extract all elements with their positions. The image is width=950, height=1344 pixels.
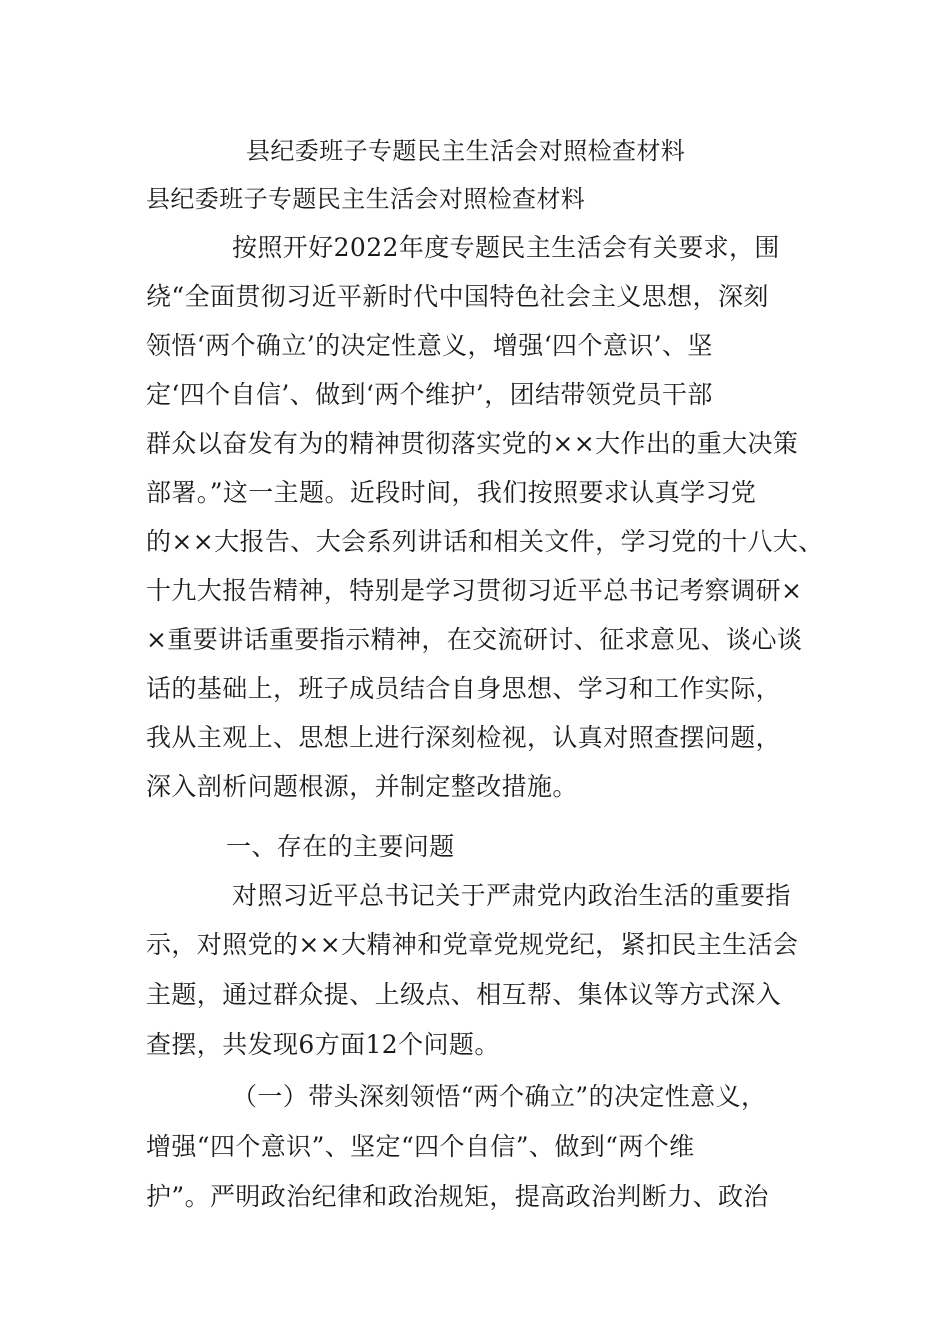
paragraph-line: 示，对照党的××大精神和党章党规党纪，紧扣民主生活会 bbox=[146, 930, 799, 959]
paragraph-line: 的××大报告、大会系列讲话和相关文件，学习党的十八大、 bbox=[146, 527, 824, 556]
paragraph-line: 深入剖析问题根源，并制定整改措施。 bbox=[146, 772, 578, 801]
paragraph-line: 主题，通过群众提、上级点、相互帮、集体议等方式深入 bbox=[146, 980, 782, 1009]
paragraph-line: 护”。严明政治纪律和政治规矩，提高政治判断力、政治 bbox=[146, 1182, 769, 1211]
paragraph-line: 我从主观上、思想上进行深刻检视，认真对照查摆问题， bbox=[146, 723, 782, 752]
paragraph-line: 十九大报告精神，特别是学习贯彻习近平总书记考察调研× bbox=[146, 576, 803, 605]
paragraph-line: 部署。”这一主题。近段时间，我们按照要求认真学习党 bbox=[146, 478, 757, 507]
paragraph-line: 对照习近平总书记关于严肃党内政治生活的重要指 bbox=[232, 881, 791, 910]
section-heading: 一、存在的主要问题 bbox=[226, 832, 455, 861]
paragraph-line: （一）带头深刻领悟“两个确立”的决定性意义， bbox=[232, 1082, 767, 1111]
document-title: 县纪委班子专题民主生活会对照检查材料 bbox=[246, 137, 686, 165]
paragraph-line: 查摆，共发现6方面12个问题。 bbox=[146, 1030, 500, 1059]
document-subtitle: 县纪委班子专题民主生活会对照检查材料 bbox=[146, 185, 586, 213]
paragraph-line: 定‘四个自信’、做到‘两个维护’，团结带领党员干部 bbox=[146, 380, 713, 409]
paragraph-line: ×重要讲话重要指示精神，在交流研讨、征求意见、谈心谈 bbox=[146, 625, 803, 654]
paragraph-line: 绕“全面贯彻习近平新时代中国特色社会主义思想，深刻 bbox=[146, 282, 769, 311]
paragraph-line: 领悟‘两个确立’的决定性意义，增强‘四个意识’、坚 bbox=[146, 331, 713, 360]
paragraph-line: 话的基础上，班子成员结合自身思想、学习和工作实际， bbox=[146, 674, 782, 703]
paragraph-line: 按照开好2022年度专题民主生活会有关要求，围 bbox=[232, 233, 780, 262]
paragraph-line: 群众以奋发有为的精神贯彻落实党的××大作出的重大决策 bbox=[146, 429, 799, 458]
paragraph-line: 增强“四个意识”、坚定“四个自信”、做到“两个维 bbox=[146, 1132, 695, 1161]
